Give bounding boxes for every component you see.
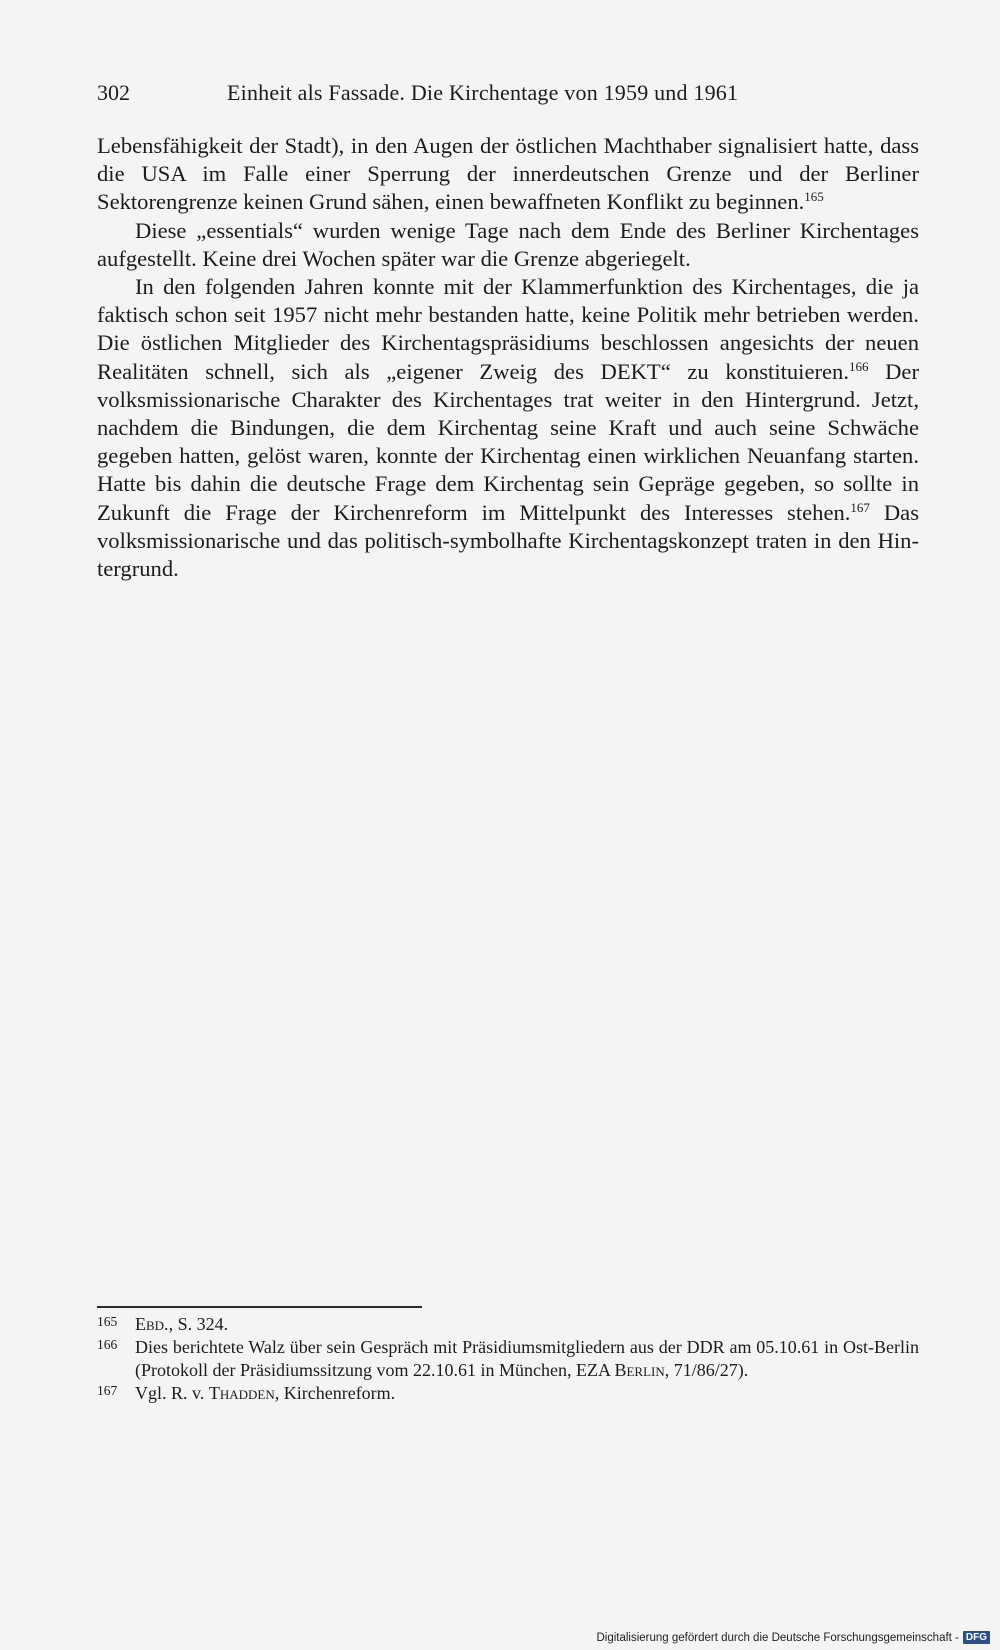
dfg-logo[interactable]: DFG <box>963 1631 990 1644</box>
footnote-ref-165[interactable]: 165 <box>804 189 824 205</box>
footnote-smallcaps: Ebd. <box>135 1314 169 1334</box>
page-number: 302 <box>97 80 130 105</box>
footnote-165 <box>97 1313 919 1336</box>
body-text <box>97 132 919 583</box>
paragraph-3 <box>97 273 919 583</box>
footnote-number: 166 <box>97 1337 118 1352</box>
paragraph-1 <box>97 132 919 217</box>
footnote-text: , Kirchenreform. <box>274 1383 396 1403</box>
paragraph-3-text-c: Das volksmissionarische und das politisch-symbolhafte Kirchentagskonzept traten in den Hintergrund. <box>97 499 919 582</box>
footnote-text: , S. 324. <box>168 1314 229 1334</box>
credit-text: Digitalisierung gefördert durch die Deutsche Forschungsgemeinschaft - <box>596 1631 959 1644</box>
footnote-text: Vgl. R. v. <box>135 1383 209 1403</box>
footnote-ref-167[interactable]: 167 <box>850 499 870 515</box>
footnote-number: 167 <box>97 1383 118 1398</box>
paragraph-3-text-b: Der volksmissionarische Charakter des Kirchentages trat weiter in den Hintergrund. Jetzt, nachdem die Bindungen, die dem Kirchentag seine Kraft und auch seine Schwäche gegeben hatten, gelöst waren, konnte der Kirchentag einen wirklichen Neuanfang starten. Hatte bis dahin die deutsche Frage dem Kirchentag sein Gepräge gegeben, so sollte in Zukunft die Frage der Kirchenreform im Mittelpunkt des Interesses stehen. <box>97 358 919 525</box>
paragraph-2 <box>97 217 919 273</box>
footnote-separator <box>97 1306 422 1308</box>
footnote-smallcaps: Berlin <box>614 1360 665 1380</box>
footnote-text: Dies berichtete Walz über sein Gespräch mit Präsidiumsmitgliedern aus der DDR am 05.10.61 in Ost-Berlin (Protokoll der Präsidiumssitzung vom 22.10.61 in München, EZA <box>135 1337 919 1380</box>
running-title: Einheit als Fassade. Die Kirchentage von 1959 und 1961 <box>227 80 739 105</box>
paragraph-3-text-a: In den folgenden Jahren konnte mit der Klammerfunktion des Kirchentages, die ja faktisch schon seit 1957 nicht mehr bestanden hatte, keine Politik mehr betrieben werden. Die östlichen Mitglieder des Kirchentagspräsidiums beschlossen angesichts der neuen Realitäten schnell, sich als „eigener Zweig des DEKT“ zu konstituieren. <box>97 274 919 384</box>
footnote-number: 165 <box>97 1314 118 1329</box>
footnote-167 <box>97 1382 919 1405</box>
paragraph-1-text: Lebensfähigkeit der Stadt), in den Augen der östlichen Machthaber signalisiert hatte, dass die USA im Falle einer Sperrung der innerdeutschen Grenze und der Berliner Sektorengrenze keinen Grund sähen, einen bewaffneten Konflikt zu beginnen. <box>97 133 919 215</box>
footnote-ref-166[interactable]: 166 <box>848 358 869 374</box>
footnotes <box>97 1313 919 1405</box>
digitization-credit <box>596 1631 990 1644</box>
footnote-166 <box>97 1336 919 1382</box>
footnote-smallcaps: Thadden <box>208 1383 275 1403</box>
footnote-text: , 71/86/27). <box>664 1360 749 1380</box>
paragraph-2-text: Diese „essentials“ wurden wenige Tage nach dem Ende des Berliner Kirchentages aufgestellt. Keine drei Wochen später war die Grenze abgeriegelt. <box>97 217 919 271</box>
